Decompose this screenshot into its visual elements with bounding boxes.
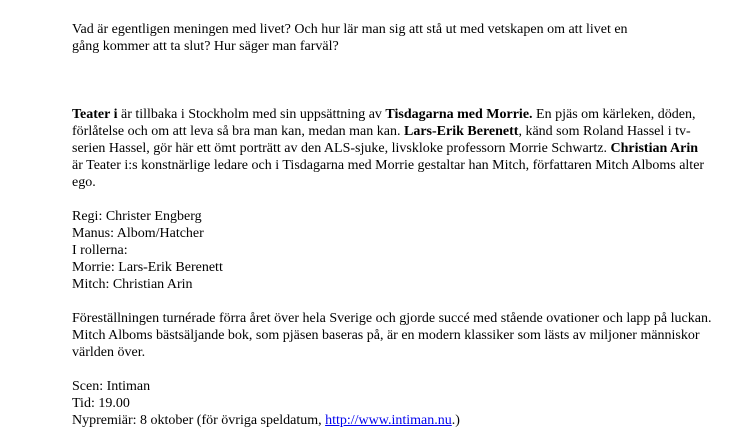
description-text-4: är Teater i:s konstnärlige ledare och i Tisdagarna med Morrie gestaltar han Mitch, författaren Mitch Alboms alter ego. xyxy=(72,158,705,190)
document-page xyxy=(72,21,712,429)
description-text-3: , känd som Roland Hassel i tv-serien Hassel, gör här ett ömt porträtt av den ALS-sjuke, livskloke professorn Morrie Schwartz. xyxy=(72,124,691,156)
description-text-2: En pjäs om kärleken, döden, förlåtelse och om att leva så bra man kan, medan man kan. xyxy=(72,107,696,139)
credits-block xyxy=(72,208,712,293)
credit-director: Regi: Christer Engberg xyxy=(72,209,202,224)
info-premiere-prefix: Nypremiär: 8 oktober (för övriga speldatum, xyxy=(72,413,326,428)
theater-name: Teater i xyxy=(72,107,118,122)
intro-line-1: Vad är egentligen meningen med livet? Och hur lär man sig att stå ut med vetskapen om att livet en xyxy=(72,22,628,37)
credit-cast-heading: I rollerna: xyxy=(72,243,128,258)
intiman-website-link[interactable]: http://www.intiman.nu xyxy=(325,413,452,428)
actor-name-1: Lars-Erik Berenett xyxy=(404,124,519,139)
play-title: Tisdagarna med Morrie. xyxy=(385,107,533,122)
performance-info-block xyxy=(72,378,712,429)
intro-paragraph xyxy=(72,21,712,55)
tour-paragraph: Föreställningen turnérade förra året över hela Sverige och gjorde succé med stående ovationer och lapp på luckan. Mitch Alboms bästsäljande bok, som pjäsen baseras på, är en modern klassiker som lästs av miljoner människor världen över. xyxy=(72,311,712,360)
description-paragraph xyxy=(72,106,712,191)
intro-line-2: gång kommer att ta slut? Hur säger man farväl? xyxy=(72,39,339,54)
description-text-1: är tillbaka i Stockholm med sin uppsättning av xyxy=(117,107,386,122)
credit-role-morrie: Morrie: Lars-Erik Berenett xyxy=(72,260,223,275)
info-stage: Scen: Intiman xyxy=(72,379,151,394)
info-premiere-suffix: .) xyxy=(451,413,460,428)
actor-name-2: Christian Arin xyxy=(610,141,698,156)
credit-script: Manus: Albom/Hatcher xyxy=(72,226,204,241)
info-time: Tid: 19.00 xyxy=(72,396,130,411)
credit-role-mitch: Mitch: Christian Arin xyxy=(72,277,193,292)
